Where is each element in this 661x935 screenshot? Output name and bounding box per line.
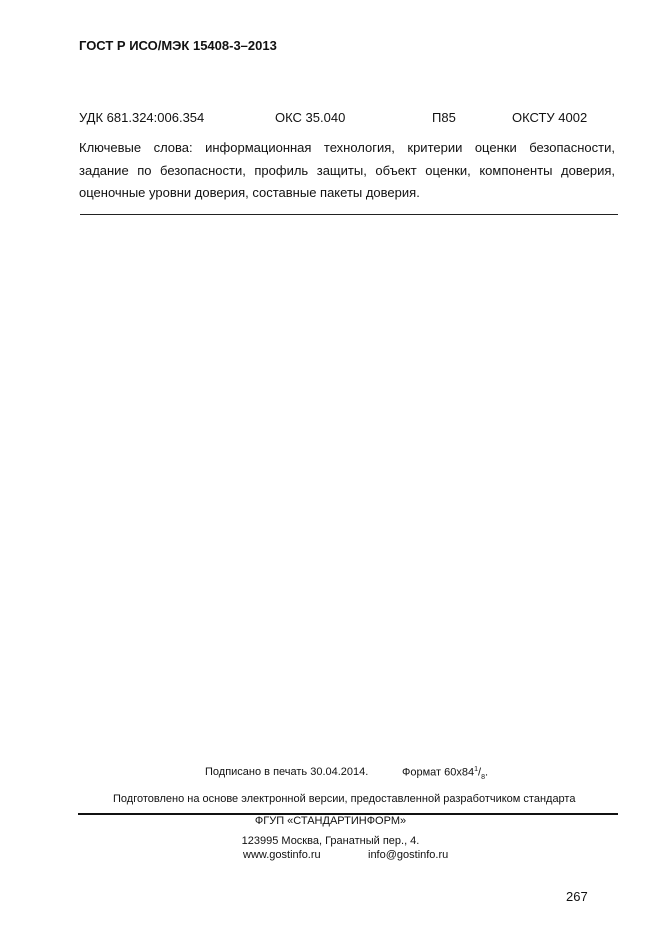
page-number: 267: [566, 889, 588, 904]
p-code: П85: [432, 110, 456, 125]
print-format: Формат $60x84^1/_8$.: [402, 766, 489, 781]
website-link[interactable]: www.gostinfo.ru: [243, 849, 321, 861]
publisher-address: 123995 Москва, Гранатный пер., 4.: [241, 835, 420, 847]
oks-code: ОКС 35.040: [275, 110, 346, 125]
format-suffix: .: [484, 766, 489, 779]
udk-code: УДК 681.324:006.354: [79, 110, 205, 125]
publisher-org: ФГУП «СТАНДАРТИНФОРМ»: [254, 815, 407, 827]
top-divider: [80, 214, 618, 215]
email-link[interactable]: info@gostinfo.ru: [368, 849, 449, 861]
okstu-code: ОКСТУ 4002: [512, 110, 588, 125]
format-numerator: 1: [474, 766, 479, 773]
keywords-paragraph: Ключевые слова: информационная технология, критерии оценки безопасности, задание по безопасности, профиль защиты, объект оценки, компоненты доверия, оценочные уровни доверия, составные пакеты доверия.: [79, 140, 615, 200]
format-prefix: Формат 60x84: [402, 766, 475, 779]
format-denominator: 8: [481, 773, 485, 781]
document-header: ГОСТ Р ИСО/МЭК 15408-3–2013: [79, 38, 277, 53]
prepared-note: Подготовлено на основе электронной версии, предоставленной разработчиком стандарта: [113, 793, 576, 805]
signed-date: Подписано в печать 30.04.2014.: [205, 766, 369, 778]
